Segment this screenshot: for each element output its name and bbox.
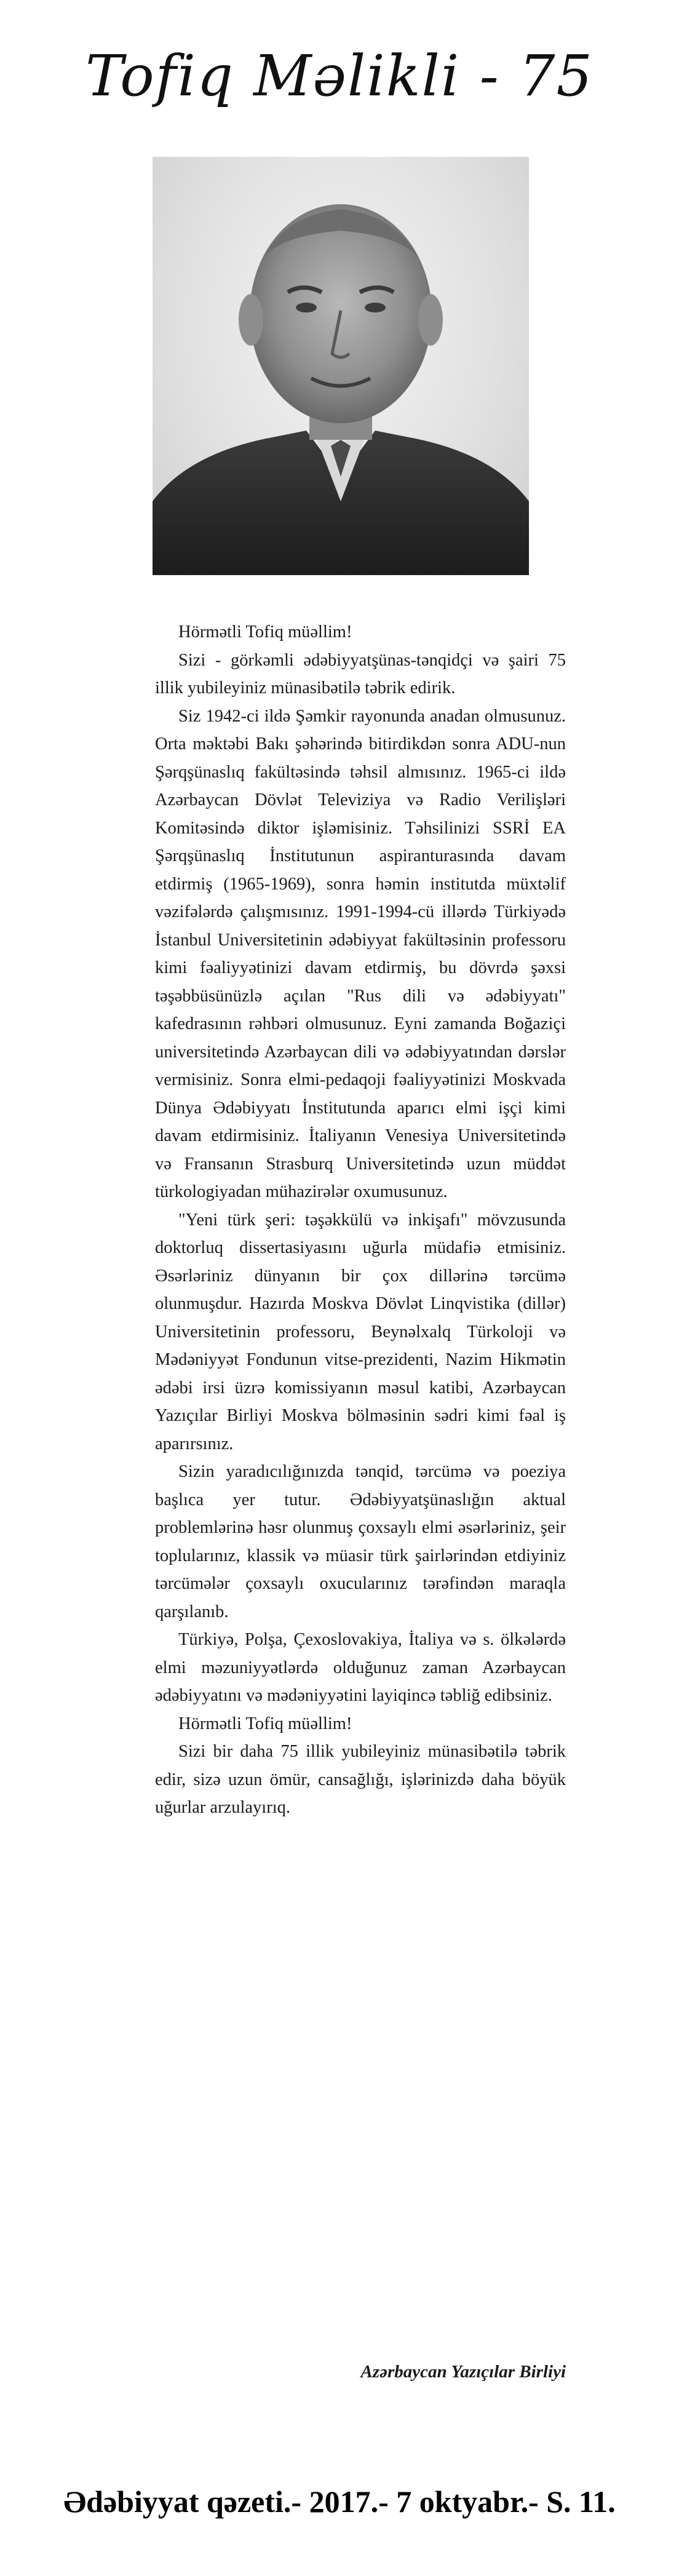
article-paragraph: Türkiyə, Polşa, Çexoslovakiya, İtaliya və s. ölkələrdə elmi məzuniyyətlərdə olduğunuz zaman Azərbaycan ədəbiyyatını və mədəniyyətini layiqincə təbliğ edibsiniz.	[155, 1630, 566, 1705]
closing-paragraph: Sizi bir daha 75 illik yubileyiniz münasibətilə təbrik edir, sizə uzun ömür, cansağlığı, işlərinizdə daha böyük uğurlar arzulayırıq.	[155, 1742, 566, 1817]
greeting-paragraph: Hörmətli Tofiq müəllim!	[178, 622, 352, 642]
portrait-illustration	[153, 157, 529, 575]
page-title: Tofiq Məlikli - 75	[85, 43, 594, 109]
signature: Azərbaycan Yazıçılar Birliyi	[360, 2362, 566, 2382]
article-paragraph: Sizin yaradıcılığınızda tənqid, tərcümə və poeziya başlıca yer tutur. Ədəbiyyatşünaslığın aktual problemlərinə həsr olunmuş çoxsaylı elmi əsərləriniz, şeir toplularınız, klassik və müasir türk şairlərindən etdiyiniz tərcümələr çoxsaylı oxucularınız tərəfindən maraqla qarşılanıb.	[155, 1462, 566, 1621]
portrait-photo	[153, 157, 529, 575]
greeting-paragraph: Hörmətli Tofiq müəllim!	[178, 1714, 352, 1733]
article-paragraph: Sizi - görkəmli ədəbiyyatşünas-tənqidçi və şairi 75 illik yubileyiniz münasibətilə təbrik edirik.	[155, 650, 566, 698]
article-body	[155, 618, 566, 1822]
article-paragraph: Siz 1942-ci ildə Şəmkir rayonunda anadan olmusunuz. Orta məktəbi Bakı şəhərində bitirdikdən sonra ADU-nun Şərqşünaslıq fakültəsində təhsil almısınız. 1965-ci ildə Azərbaycan Dövlət Televiziya və Radio Verilişləri Komitəsində diktor işləmisiniz. Təhsilinizi SSRİ EA Şərqşünaslıq İnstitutunun aspiranturasında davam etdirmiş (1965-1969), sonra həmin institutda müxtəlif vəzifələrdə çalışmısınız. 1991-1994-cü illərdə Türkiyədə İstanbul Universitetinin ədəbiyyat fakültəsinin professoru kimi fəaliyyətinizi davam etdirmiş, bu dövrdə şəxsi təşəbbüsünüzlə açılan "Rus dili və ədəbiyyatı" kafedrasının rəhbəri olmusunuz. Eyni zamanda Boğaziçi universitetində Azərbaycan dili və ədəbiyyatından dərslər vermisiniz. Sonra elmi-pedaqoji fəaliyyətinizi Moskvada Dünya Ədəbiyyatı İnstitutunda aparıcı elmi işçi kimi davam etdirmisiniz. İtaliyanın Venesiya Universitetində və Fransanın Strasburq Universitetində uzun müddət türkologiyadan mühazirələr oxumusunuz.	[155, 706, 566, 1201]
source-citation: Ədəbiyyat qəzeti.- 2017.- 7 oktyabr.- S. 11.	[63, 2484, 616, 2519]
article-paragraph: "Yeni türk şeri: təşəkkülü və inkişafı" mövzusunda doktorluq dissertasiyasını uğurla müdafiə etmisiniz. Əsərləriniz dünyanın bir çox dillərinə tərcümə olunmuşdur. Hazırda Moskva Dövlət Linqvistika (dillər) Universitetinin professoru, Beynəlxalq Türkoloji və Mədəniyyət Fondunun vitse-prezidenti, Nazim Hikmətin ədəbi irsi üzrə komissiyanın məsul katibi, Azərbaycan Yazıçılar Birliyi Moskva bölməsinin sədri kimi fəal iş aparırsınız.	[155, 1210, 566, 1453]
